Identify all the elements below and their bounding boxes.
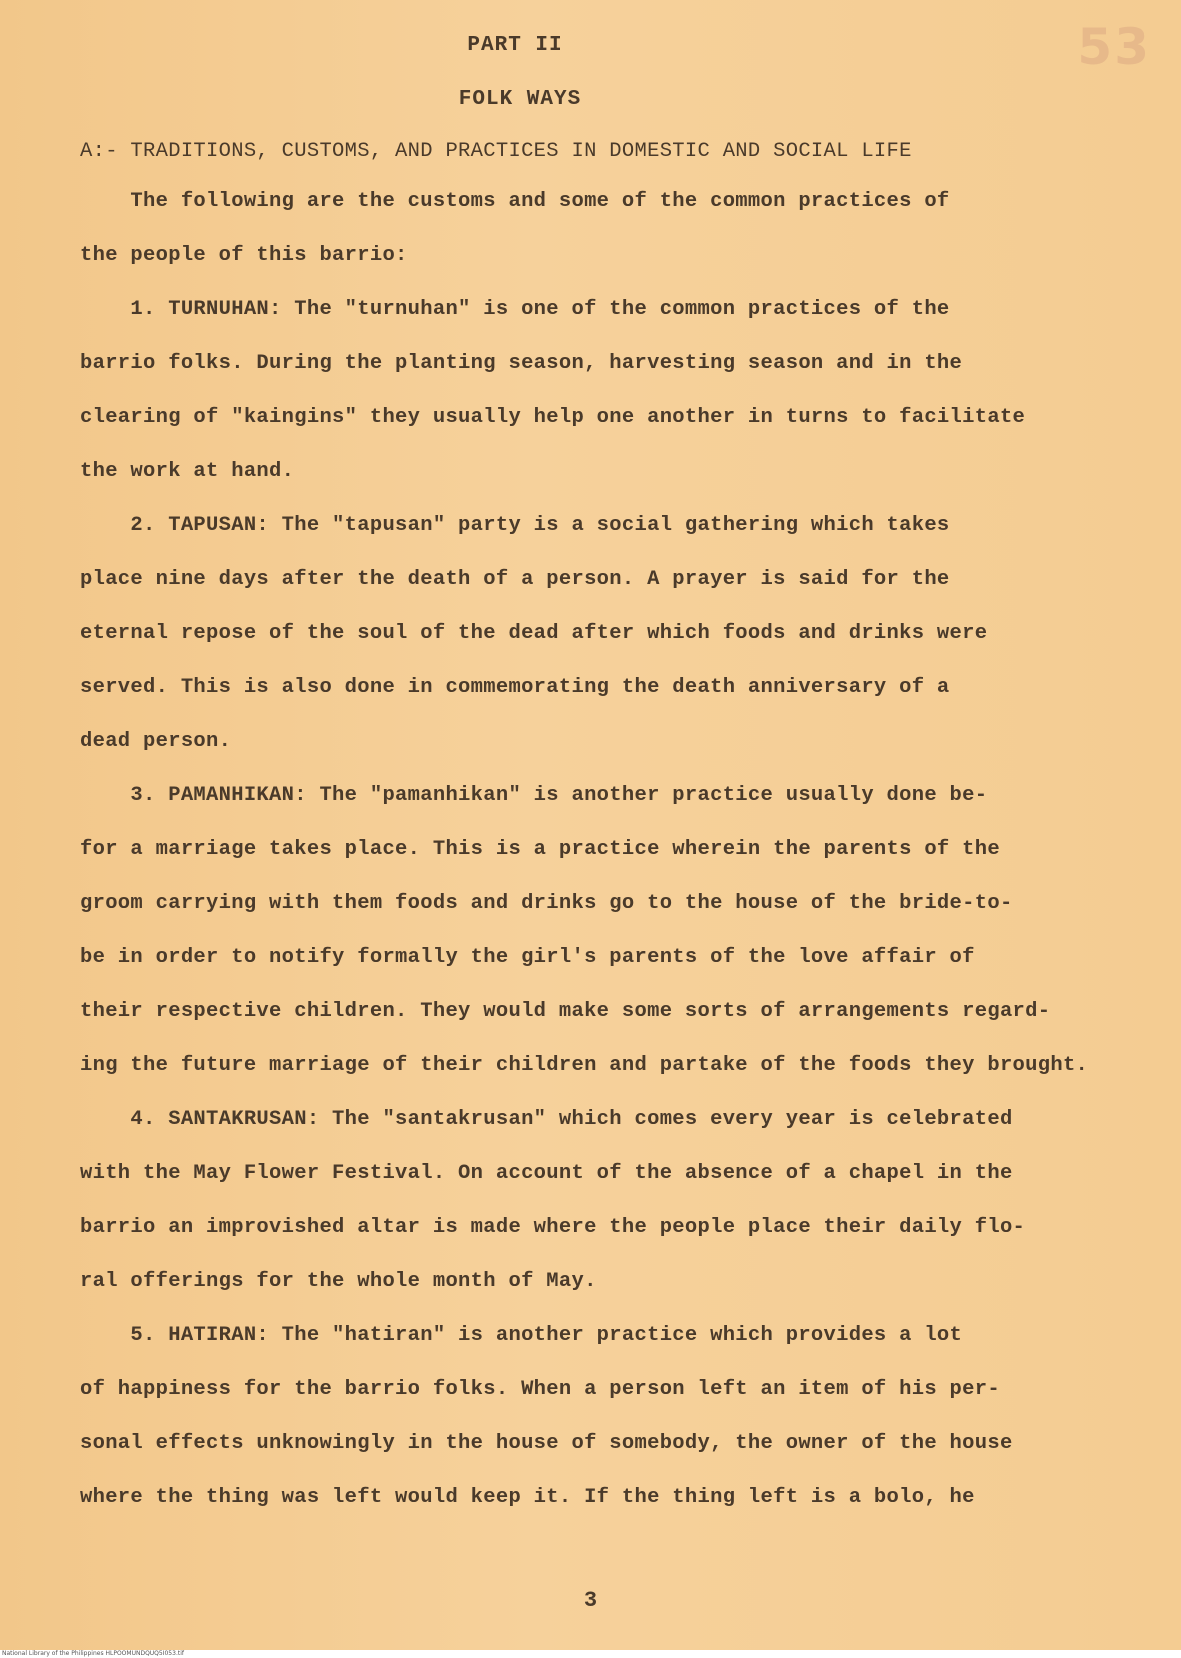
text-line: served. This is also done in commemorating the death anniversary of a bbox=[80, 676, 950, 699]
text-line: 2. TAPUSAN: The "tapusan" party is a social gathering which takes bbox=[80, 514, 950, 537]
text-line: barrio an improvished altar is made where the people place their daily flo- bbox=[80, 1216, 1026, 1239]
text-line: eternal repose of the soul of the dead after which foods and drinks were bbox=[80, 622, 988, 645]
text-line: be in order to notify formally the girl's parents of the love affair of bbox=[80, 946, 975, 969]
text-line: ing the future marriage of their children and partake of the foods they brought. bbox=[80, 1054, 1089, 1077]
text-line: of happiness for the barrio folks. When a person left an item of his per- bbox=[80, 1378, 1000, 1401]
text-line: their respective children. They would make some sorts of arrangements regard- bbox=[80, 1000, 1051, 1023]
text-line: clearing of "kaingins" they usually help one another in turns to facilitate bbox=[80, 406, 1026, 429]
text-line: the work at hand. bbox=[80, 460, 295, 483]
page-number-stamp: 53 bbox=[1077, 18, 1151, 76]
text-line: dead person. bbox=[80, 730, 232, 753]
text-line: barrio folks. During the planting season, harvesting season and in the bbox=[80, 352, 963, 375]
text-line: place nine days after the death of a person. A prayer is said for the bbox=[80, 568, 950, 591]
text-line: 5. HATIRAN: The "hatiran" is another practice which provides a lot bbox=[80, 1324, 963, 1347]
text-line: ral offerings for the whole month of May. bbox=[80, 1270, 597, 1293]
text-line: sonal effects unknowingly in the house of somebody, the owner of the house bbox=[80, 1432, 1013, 1455]
section-heading: A:- TRADITIONS, CUSTOMS, AND PRACTICES IN DOMESTIC AND SOCIAL LIFE bbox=[80, 140, 912, 163]
text-line: with the May Flower Festival. On account of the absence of a chapel in the bbox=[80, 1162, 1013, 1185]
text-line: 3. PAMANHIKAN: The "pamanhikan" is another practice usually done be- bbox=[80, 784, 988, 807]
text-line: 4. SANTAKRUSAN: The "santakrusan" which comes every year is celebrated bbox=[80, 1108, 1013, 1131]
text-line: for a marriage takes place. This is a practice wherein the parents of the bbox=[80, 838, 1000, 861]
part-heading: PART II bbox=[467, 34, 563, 57]
folk-ways-heading: FOLK WAYS bbox=[458, 88, 582, 111]
text-line: groom carrying with them foods and drinks go to the house of the bride-to- bbox=[80, 892, 1013, 915]
scan-caption: National Library of the Philippines HLPOOMUNDQUQ5I053.tif bbox=[0, 1650, 1181, 1658]
text-line: the people of this barrio: bbox=[80, 244, 408, 267]
text-line: 1. TURNUHAN: The "turnuhan" is one of the common practices of the bbox=[80, 298, 950, 321]
page-footer-number: 3 bbox=[583, 1588, 598, 1613]
text-line: The following are the customs and some of the common practices of bbox=[80, 190, 950, 213]
text-line: where the thing was left would keep it. If the thing left is a bolo, he bbox=[80, 1486, 975, 1509]
